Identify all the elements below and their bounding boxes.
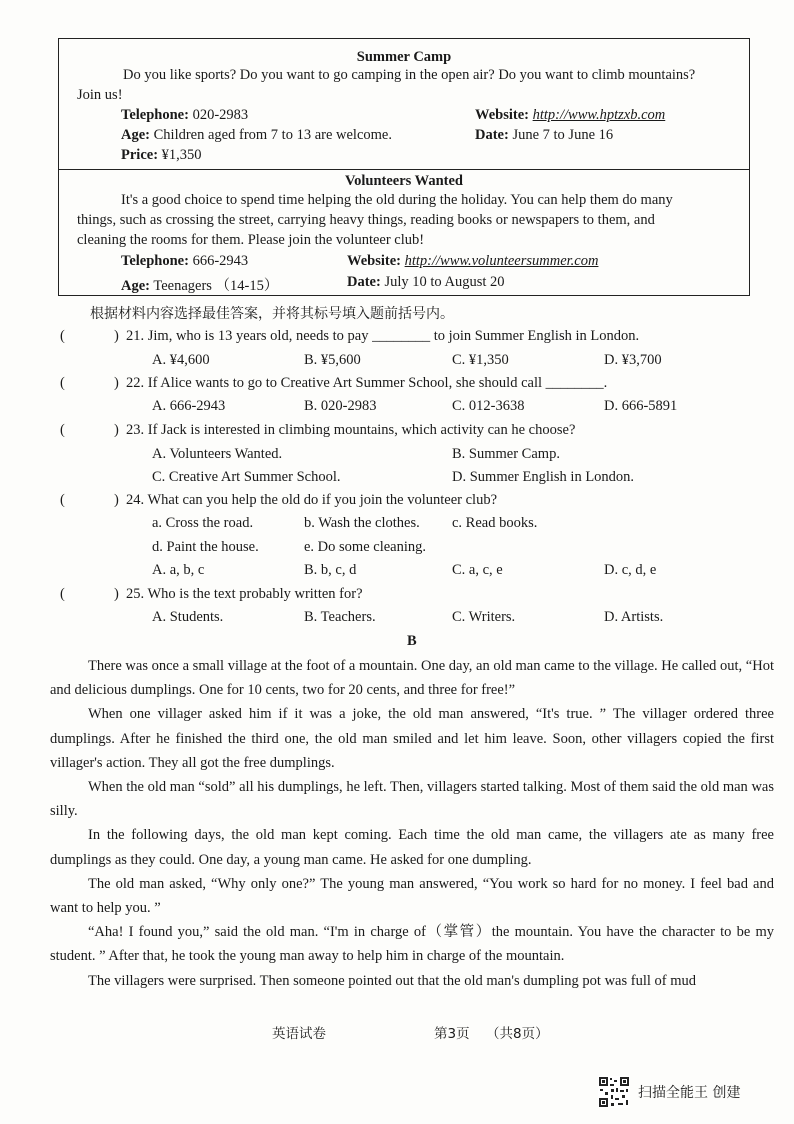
volunteer-website (347, 253, 598, 270)
camp-telephone (121, 107, 248, 124)
q21-option-d: D. ¥3,700 (604, 352, 662, 368)
q24-option-a: A. a, b, c (152, 562, 205, 578)
footer-page: 第3页 (434, 1026, 470, 1042)
camp-tel-label: Telephone: (121, 107, 189, 123)
footer-total: （共8页） (486, 1026, 549, 1042)
camp-price-label: Price: (121, 147, 159, 163)
camp-date-label: Date: (475, 127, 509, 143)
volunteer-title: Volunteers Wanted (344, 173, 464, 189)
passage-paragraph-5: The old man asked, “Why only one?” The young man answered, “You work so hard for no money. I feel bad and want to help you. ” (50, 875, 774, 917)
camp-intro-2: Join us! (77, 87, 123, 103)
camp-title: Summer Camp (356, 49, 452, 65)
q22-paren-close: ) (114, 375, 119, 391)
camp-website (475, 107, 665, 124)
q21-option-c: C. ¥1,350 (452, 352, 509, 368)
volunteer-web-link[interactable]: http://www.volunteersummer.com (404, 253, 599, 269)
camp-web-link[interactable]: http://www.hptzxb.com (532, 107, 666, 123)
camp-price (121, 147, 202, 164)
volunteer-age-label: Age: (121, 278, 150, 294)
q24-paren-close: ) (114, 492, 119, 508)
q21-option-b: B. ¥5,600 (304, 352, 361, 368)
passage-paragraph-4: In the following days, the old man kept coming. Each time the old man came, the villagers ate as many free dumplings as they could. One day, a young man came. He asked for one dumpling. (50, 827, 774, 868)
section-b-heading: B (407, 633, 417, 649)
passage-paragraph-2: When one villager asked him if it was a joke, the old man answered, “It's true. ” The villager ordered three dumplings. After he finished the third one, the old man smiled and let him leave. Soon, other villagers copied the first villager's action. They all got the free dumplings. (50, 706, 774, 771)
passage-paragraph-7: The villagers were surprised. Then someone pointed out that the old man's dumpling pot was full of mud (88, 972, 697, 989)
q22-option-c: C. 012-3638 (452, 398, 525, 414)
q21-paren-close: ) (114, 328, 119, 344)
q23-paren-close: ) (114, 422, 119, 438)
q25-stem: 25. Who is the text probably written for? (126, 586, 363, 602)
q24-subitem-b: b. Wash the clothes. (304, 515, 420, 531)
info-box (58, 38, 750, 296)
q23-option-c: C. Creative Art Summer School. (152, 469, 341, 485)
volunteer-telephone (121, 253, 248, 270)
q23-stem: 23. If Jack is interested in climbing mountains, which activity can he choose? (126, 422, 576, 438)
volunteer-date-value: July 10 to August 20 (384, 274, 505, 290)
camp-date-value: June 7 to June 16 (512, 127, 614, 143)
q21-paren-open[interactable]: ( (60, 328, 65, 344)
q23-paren-open[interactable]: ( (60, 422, 65, 438)
volunteer-age (121, 274, 278, 295)
volunteer-line-3: cleaning the rooms for them. Please join the volunteer club! (77, 232, 425, 248)
qr-code-icon (598, 1076, 630, 1108)
volunteer-web-label: Website: (347, 253, 401, 269)
q22-option-d: D. 666-5891 (604, 398, 678, 414)
q23-option-d: D. Summer English in London. (452, 469, 635, 485)
passage-paragraph-6: “Aha! I found you,” said the old man. “I'm in charge of（掌管）the mountain. You have the character to be my student. ” After that, he took the young man away to help him in charge of the mountain. (50, 924, 774, 965)
q25-paren-close: ) (114, 586, 119, 602)
q23-option-a: A. Volunteers Wanted. (152, 446, 283, 462)
scanner-watermark-text: 扫描全能王 创建 (638, 1085, 741, 1101)
camp-web-label: Website: (475, 107, 529, 123)
volunteer-age-value: Teenagers （14-15） (153, 278, 279, 294)
volunteer-line-2: things, such as crossing the street, carrying heavy things, reading books or newspapers to them, and (77, 212, 655, 228)
q25-option-b: B. Teachers. (304, 609, 376, 625)
q22-option-b: B. 020-2983 (304, 398, 377, 414)
volunteer-date (347, 274, 505, 291)
q25-option-d: D. Artists. (604, 609, 664, 625)
q25-option-c: C. Writers. (452, 609, 516, 625)
q24-option-b: B. b, c, d (304, 562, 357, 578)
volunteers-section (59, 170, 749, 295)
camp-intro-1: Do you like sports? Do you want to go camping in the open air? Do you want to climb mountains? (123, 67, 696, 83)
passage (50, 654, 774, 993)
q24-option-d: D. c, d, e (604, 562, 657, 578)
camp-price-value: ¥1,350 (161, 147, 202, 163)
q22-paren-open[interactable]: ( (60, 375, 65, 391)
q21-stem: 21. Jim, who is 13 years old, needs to pay ________ to join Summer English in London. (126, 328, 640, 344)
instruction: 根据材料内容选择最佳答案，并将其标号填入题前括号内。 (90, 306, 454, 322)
volunteer-tel-label: Telephone: (121, 253, 189, 269)
q24-paren-open[interactable]: ( (60, 492, 65, 508)
summer-camp-section (59, 39, 749, 170)
q24-subitem-e: e. Do some cleaning. (304, 539, 427, 555)
q21-option-a: A. ¥4,600 (152, 352, 210, 368)
camp-age-label: Age: (121, 127, 150, 143)
passage-paragraph-3: When the old man “sold” all his dumplings, he left. Then, villagers started talking. Most of them said the old man was silly. (50, 779, 774, 820)
camp-age-value: Children aged from 7 to 13 are welcome. (153, 127, 392, 143)
q22-stem: 22. If Alice wants to go to Creative Art Summer School, she should call ________. (126, 375, 608, 391)
q24-subitem-d: d. Paint the house. (152, 539, 259, 555)
volunteer-date-label: Date: (347, 274, 381, 290)
q22-option-a: A. 666-2943 (152, 398, 226, 414)
q23-option-b: B. Summer Camp. (452, 446, 560, 462)
passage-paragraph-1: There was once a small village at the foot of a mountain. One day, an old man came to the village. He called out, “Hot and delicious dumplings. One for 10 cents, two for 20 cents, and three for free!” (50, 658, 774, 699)
volunteer-tel-value: 666-2943 (192, 253, 249, 269)
q25-option-a: A. Students. (152, 609, 224, 625)
footer-subject: 英语试卷 (272, 1026, 326, 1042)
q24-stem: 24. What can you help the old do if you join the volunteer club? (126, 492, 498, 508)
q24-subitem-a: a. Cross the road. (152, 515, 254, 531)
q24-option-c: C. a, c, e (452, 562, 503, 578)
camp-age (121, 127, 392, 144)
camp-tel-value: 020-2983 (192, 107, 249, 123)
volunteer-line-1: It's a good choice to spend time helping the old during the holiday. You can help them do many (121, 192, 673, 208)
camp-date (475, 127, 613, 144)
q25-paren-open[interactable]: ( (60, 586, 65, 602)
q24-subitem-c: c. Read books. (452, 515, 538, 531)
